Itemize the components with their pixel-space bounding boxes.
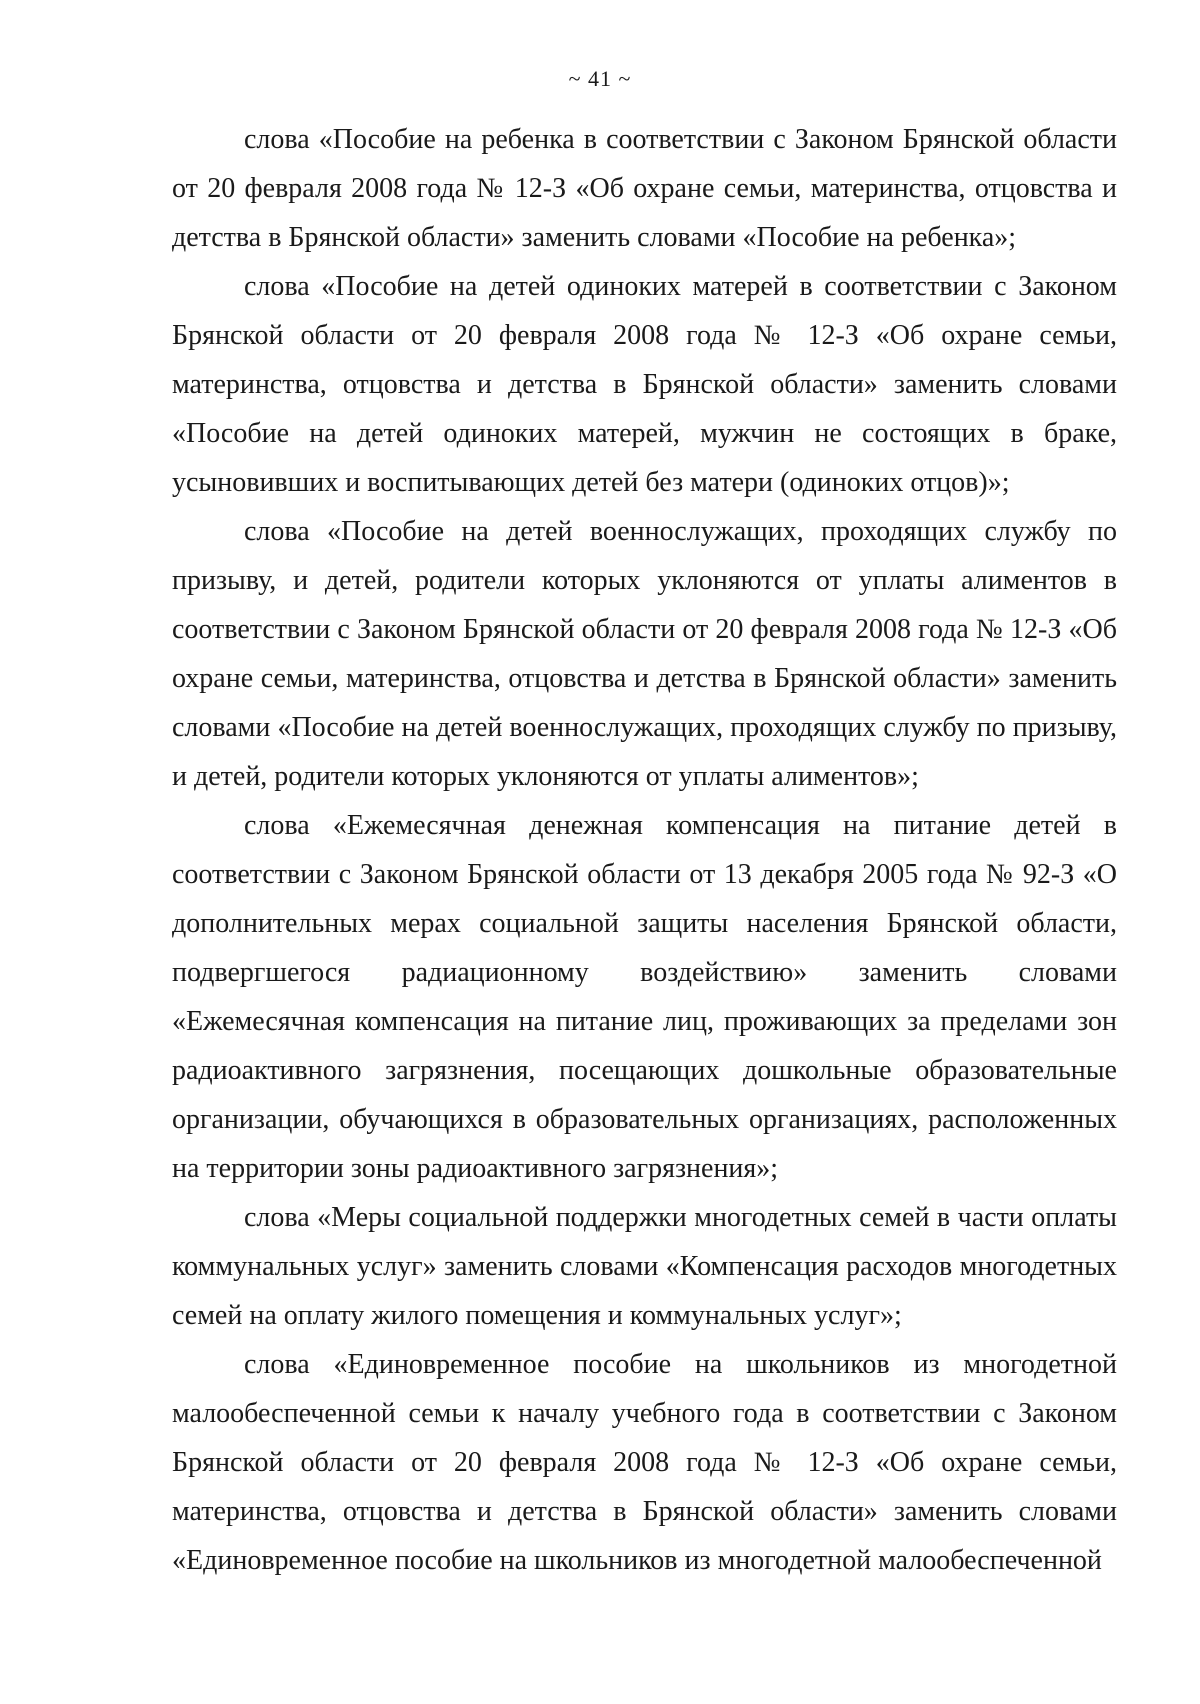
paragraph-1: слова «Пособие на ребенка в соответствии с Законом Брянской области от 20 февраля 2008 года № 12-З «Об охране семьи, материнства, отцовства и детства в Брянской области» заменить словами «Пособие на ребенка»; <box>172 124 1117 253</box>
document-body <box>172 115 1117 1585</box>
paragraph-6: слова «Единовременное пособие на школьников из многодетной малообеспеченной семьи к началу учебного года в соответствии с Законом Брянской области от 20 февраля 2008 года № 12-З «Об охране семьи, материнства, отцовства и детства в Брянской области» заменить словами «Единовременное пособие на школьников из многодетной малообеспеченной <box>172 1349 1117 1576</box>
paragraph-2: слова «Пособие на детей одиноких матерей в соответствии с Законом Брянской области от 20 февраля 2008 года № 12-З «Об охране семьи, материнства, отцовства и детства в Брянской области» заменить словами «Пособие на детей одиноких матерей, мужчин не состоящих в браке, усыновивших и воспитывающих детей без матери (одиноких отцов)»; <box>172 271 1117 498</box>
paragraph-5: слова «Меры социальной поддержки многодетных семей в части оплаты коммунальных услуг» заменить словами «Компенсация расходов многодетных семей на оплату жилого помещения и коммунальных услуг»; <box>172 1202 1117 1331</box>
paragraph-4: слова «Ежемесячная денежная компенсация на питание детей в соответствии с Законом Брянской области от 13 декабря 2005 года № 92-З «О дополнительных мерах социальной защиты населения Брянской области, подвергшегося радиационному воздействию» заменить словами «Ежемесячная компенсация на питание лиц, проживающих за пределами зон радиоактивного загрязнения, посещающих дошкольные образовательные организации, обучающихся в образовательных организациях, расположенных на территории зоны радиоактивного загрязнения»; <box>172 810 1117 1184</box>
paragraph-3: слова «Пособие на детей военнослужащих, проходящих службу по призыву, и детей, родители которых уклоняются от уплаты алиментов в соответствии с Законом Брянской области от 20 февраля 2008 года № 12-З «Об охране семьи, материнства, отцовства и детства в Брянской области» заменить словами «Пособие на детей военнослужащих, проходящих службу по призыву, и детей, родители которых уклоняются от уплаты алиментов»; <box>172 516 1117 792</box>
page-number: ~ 41 ~ <box>568 66 632 91</box>
